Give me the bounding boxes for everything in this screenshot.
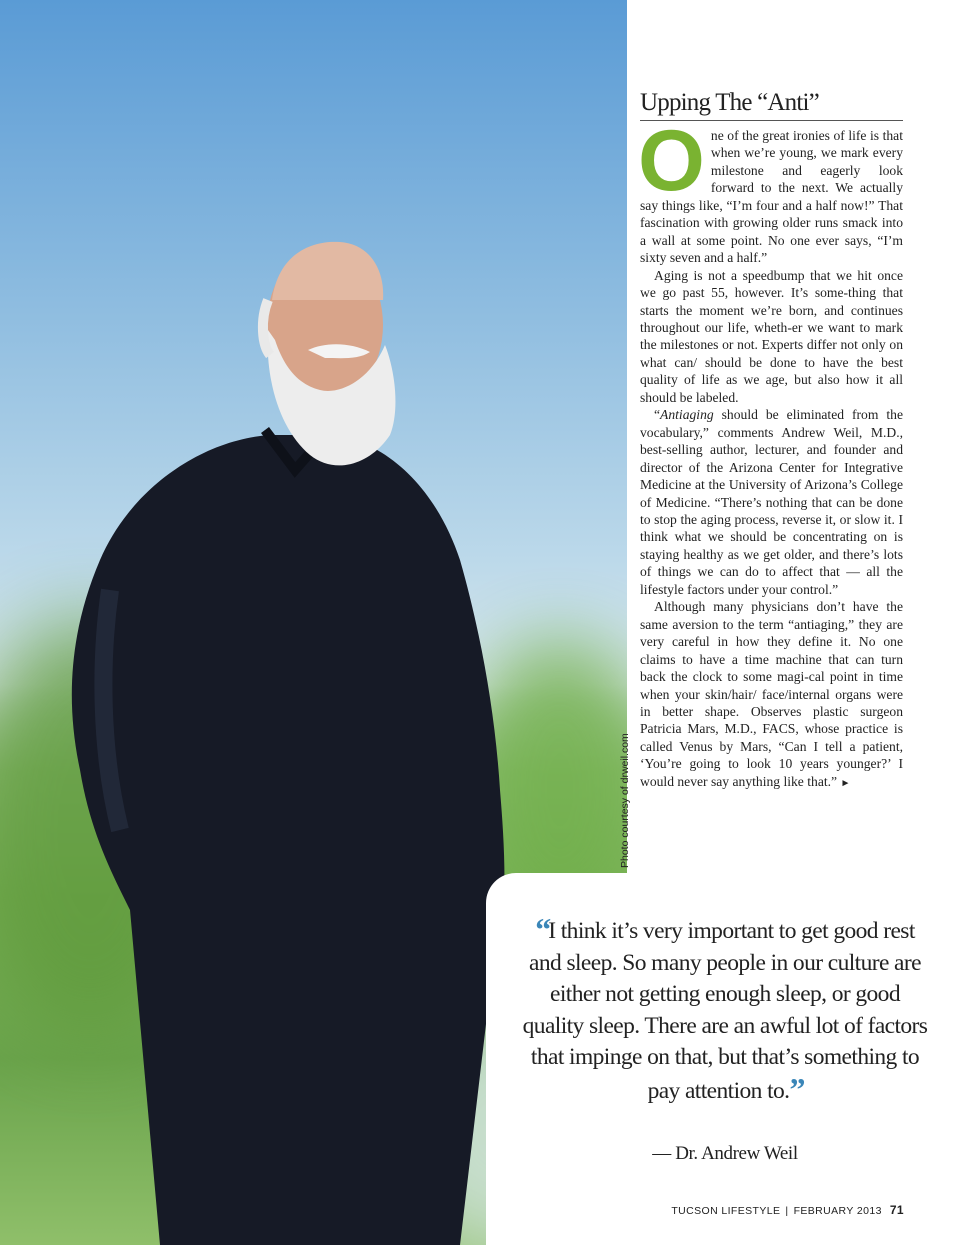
magazine-name: TUCSON LIFESTYLE xyxy=(671,1205,781,1217)
page-footer xyxy=(671,1203,904,1217)
pullquote-attribution: — Dr. Andrew Weil xyxy=(652,1143,798,1164)
close-quote-mark-icon: ” xyxy=(789,1070,803,1107)
paragraph-3 xyxy=(640,406,903,598)
paragraph-4-text: Although many physicians don’t have the same aversion to the term “antiaging,” they are very careful in how they define it. No one claims to have a time machine that can turn back the clock to some magi-cal point in time when your skin/hair/ face/internal organs were in better shape. Observes plastic surgeon Patricia Mars, M.D., FACS, whose practice is called Venus by Mars, “Can I tell a patient, ‘You’re going to look 10 years younger?’ I would never say anything like that.” xyxy=(640,599,903,789)
footer-separator: | xyxy=(785,1205,789,1217)
jacket xyxy=(72,435,505,1245)
drop-cap: O xyxy=(638,113,705,209)
article-title: Upping The “Anti” xyxy=(640,88,903,121)
paragraph-1 xyxy=(638,113,903,267)
paragraph-2: Aging is not a speedbump that we hit once we go past 55, however. It’s some-thing that starts the moment we’re born, and continues throughout our life, wheth-er we want to mark the milestones or not. Experts differ not only on what can/ should be done to have the best quality of life as we age, but also how it all should be labeled. xyxy=(640,267,903,405)
emphasis-antiaging: Antiaging xyxy=(660,407,714,423)
open-quote: “ xyxy=(654,407,661,423)
photo-credit xyxy=(603,733,631,878)
portrait-figure xyxy=(40,230,540,1245)
continued-arrow-icon: ► xyxy=(840,777,851,789)
article-body xyxy=(638,113,903,792)
photo-credit-text: Photo courtesy of drweil.com xyxy=(619,733,631,868)
paragraph-3-text: should be eliminated from the vocabulary,” comments Andrew Weil, M.D., best-selling author, lecturer, and founder and director of the Arizona Center for Integrative Medicine at the University of Arizona’s College of Medicine. “There’s nothing that can be done to stop the aging process, reverse it, or slow it. I think what we should be concentrating on is staying healthy as we get older, and there’s lots of things we can do to affect that — all the lifestyle factors under your control.” xyxy=(640,407,903,597)
paragraph-1-text: ne of the great ironies of life is that when we’re young, we mark every milestone and eagerly look forward to the next. We actually say things like, “I’m four and a half now!” That fascination with growing older runs smack into a wall at some point. No one ever says, “I’m sixty seven and a half.” xyxy=(640,128,903,266)
bald-crown xyxy=(272,242,383,300)
page-number: 71 xyxy=(889,1203,904,1217)
open-quote-mark-icon: “ xyxy=(535,911,549,947)
pullquote-text: I think it’s very important to get good rest and sleep. So many people in our culture are either not getting enough sleep, or good quality sleep. There are an awful lot of factors that impinge on that, but that’s something to pay attention to. xyxy=(522,918,928,1104)
pullquote xyxy=(520,911,930,1107)
issue-date: FEBRUARY 2013 xyxy=(793,1205,882,1217)
paragraph-4 xyxy=(640,598,903,792)
article xyxy=(640,88,903,792)
